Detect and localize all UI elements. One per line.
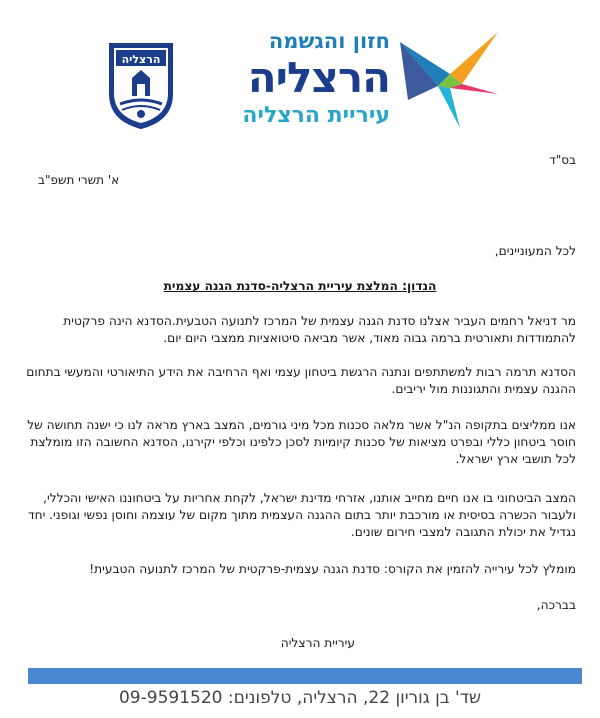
logo-municipality: עיריית הרצליה <box>242 103 390 128</box>
greeting: לכל המעוניינים, <box>494 244 576 258</box>
paragraph-4: המצב הביטחוני בו אנו חיים מחייב אותנו, אזרחי מדינת ישראל, לקחת אחריות על ביטחוננו האישי והכללי, ולעבור הכשרה בסיסית או מורכבת יותר בתום ההגנה העצמית מתוך מקום של עוצמה וחוסן נפשי וגופני. יחד נגדיל את יכולת התגובה למצבי חירום שונים. <box>27 491 576 539</box>
paragraph-1: מר דניאל רחמים העביר אצלנו סדנת הגנה עצמית של המרכז לתנועה הטבעית.הסדנא הינה פרקטית להתמודדות ותאורטית ברמה גבוה מאוד, אשר מביאה סיטואציות ממצבי היום יום. <box>63 314 576 345</box>
footer-address: שד' בן גוריון 22, הרצליה, טלפונים: 09-9591520 <box>118 688 482 708</box>
paragraph-3: אנו ממליצים בתקופה הנ"ל אשר מלאה סכנות מכל מיני גורמים, המצב בארץ מראה לנו כי ישנה תחושה של חוסר ביטחון כללי ובפרט מציאות של סכנות קיומיות לסכן כלפינו וכלפי יקירנו, הסדנא החשובה הזו מומלצת לכל תושבי ארץ ישראל. <box>27 418 576 466</box>
colorful-star-icon <box>398 30 500 130</box>
footer-bar <box>28 668 582 684</box>
herzliya-emblem-icon <box>106 38 176 130</box>
letter-subject: הנדון: המלצת עיריית הרצליה-סדנת הגנה עצמית <box>163 279 437 293</box>
bsd-mark: בס"ד <box>549 153 576 167</box>
signature: עיריית הרצליה <box>280 636 355 650</box>
emblem-text: הרצליה <box>121 53 161 66</box>
letterhead <box>0 0 600 150</box>
logo-city-name: הרצליה <box>247 53 390 102</box>
letter-date: א' תשרי תשפ"ב <box>38 173 120 187</box>
logo-wordmark <box>190 28 390 130</box>
logo-slogan: חזון והגשמה <box>268 29 390 53</box>
paragraph-5: מומלץ לכל עירייה להזמין את הקורס: סדנת הגנה עצמית-פרקטית של המרכז לתנועה הטבעית! <box>89 562 576 576</box>
closing: בברכה, <box>536 598 576 612</box>
paragraph-2: הסדנא תרמה רבות למשתתפים ונתנה הרגשת ביטחון עצמי ואף הרחיבה את הידע התיאורטי והמעשי בתחום ההגנה עצמית והתגוננות מול יריבים. <box>26 365 576 396</box>
